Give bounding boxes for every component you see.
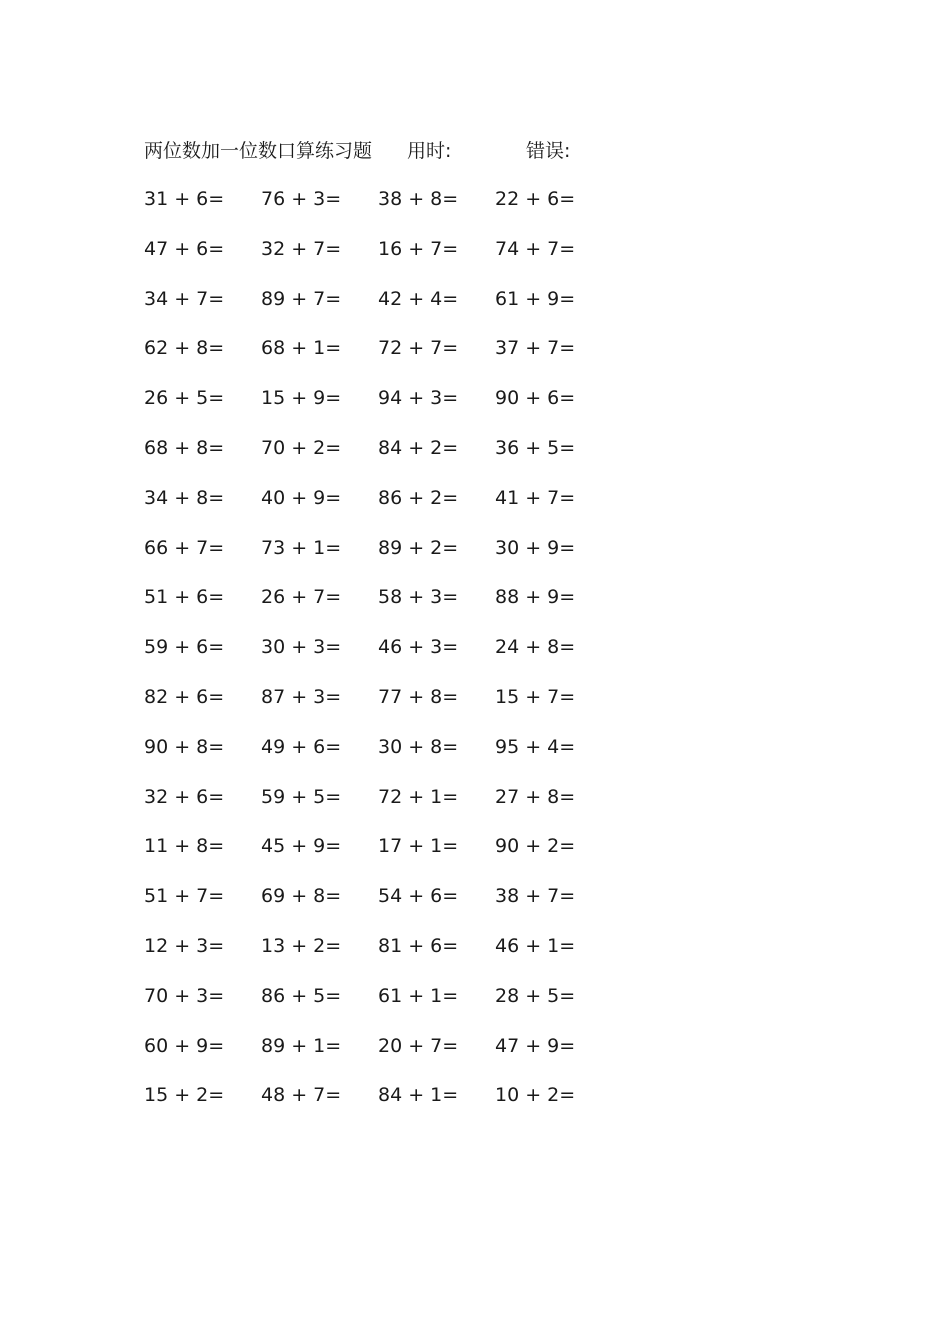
arithmetic-problem: 38 + 8= <box>378 188 459 210</box>
arithmetic-problem: 70 + 2= <box>261 436 342 459</box>
arithmetic-problem: 72 + 1= <box>378 785 459 808</box>
worksheet-header <box>144 136 644 166</box>
arithmetic-problem: 82 + 6= <box>144 685 225 708</box>
arithmetic-problem: 26 + 5= <box>144 387 225 410</box>
arithmetic-problem: 42 + 4= <box>378 287 459 310</box>
arithmetic-problem: 68 + 1= <box>261 337 342 360</box>
arithmetic-problem: 48 + 7= <box>261 1084 342 1107</box>
arithmetic-problem: 20 + 7= <box>378 1034 459 1057</box>
arithmetic-problem: 10 + 2= <box>495 1084 576 1107</box>
arithmetic-problem: 90 + 8= <box>144 735 225 758</box>
arithmetic-problem: 30 + 8= <box>378 735 459 758</box>
arithmetic-problem: 30 + 9= <box>495 536 576 559</box>
arithmetic-problem: 88 + 9= <box>495 586 576 609</box>
arithmetic-problem: 11 + 8= <box>144 835 225 858</box>
arithmetic-problem: 95 + 4= <box>495 735 576 758</box>
arithmetic-problem: 47 + 6= <box>144 237 225 260</box>
arithmetic-problem: 59 + 5= <box>261 785 342 808</box>
arithmetic-problem: 37 + 7= <box>495 337 576 360</box>
arithmetic-problem: 15 + 9= <box>261 387 342 410</box>
arithmetic-problem: 77 + 8= <box>378 685 459 708</box>
arithmetic-problem: 32 + 7= <box>261 237 342 260</box>
error-label: 错误: <box>526 140 571 162</box>
arithmetic-problem: 31 + 6= <box>144 188 225 210</box>
arithmetic-problem: 27 + 8= <box>495 785 576 808</box>
arithmetic-problem: 59 + 6= <box>144 636 225 659</box>
arithmetic-problem: 32 + 6= <box>144 785 225 808</box>
arithmetic-problem: 54 + 6= <box>378 885 459 908</box>
arithmetic-problem: 22 + 6= <box>495 188 576 210</box>
arithmetic-problem: 41 + 7= <box>495 486 576 509</box>
arithmetic-problem: 12 + 3= <box>144 934 225 957</box>
arithmetic-problem: 89 + 7= <box>261 287 342 310</box>
arithmetic-problem: 15 + 7= <box>495 685 576 708</box>
arithmetic-problem: 51 + 7= <box>144 885 225 908</box>
arithmetic-problem: 73 + 1= <box>261 536 342 559</box>
arithmetic-problem: 70 + 3= <box>144 984 225 1007</box>
arithmetic-problem: 24 + 8= <box>495 636 576 659</box>
arithmetic-problem: 49 + 6= <box>261 735 342 758</box>
arithmetic-problem: 68 + 8= <box>144 436 225 459</box>
arithmetic-problem: 58 + 3= <box>378 586 459 609</box>
arithmetic-problem: 61 + 9= <box>495 287 576 310</box>
arithmetic-problem: 26 + 7= <box>261 586 342 609</box>
arithmetic-problem: 13 + 2= <box>261 934 342 957</box>
arithmetic-problem: 90 + 6= <box>495 387 576 410</box>
arithmetic-problem: 40 + 9= <box>261 486 342 509</box>
arithmetic-problem: 51 + 6= <box>144 586 225 609</box>
arithmetic-problem: 17 + 1= <box>378 835 459 858</box>
arithmetic-problem: 89 + 2= <box>378 536 459 559</box>
arithmetic-problem: 94 + 3= <box>378 387 459 410</box>
arithmetic-problem: 66 + 7= <box>144 536 225 559</box>
arithmetic-problem: 69 + 8= <box>261 885 342 908</box>
arithmetic-problem: 34 + 7= <box>144 287 225 310</box>
arithmetic-problem: 90 + 2= <box>495 835 576 858</box>
arithmetic-problem: 62 + 8= <box>144 337 225 360</box>
arithmetic-problem: 76 + 3= <box>261 188 342 210</box>
arithmetic-problem: 84 + 1= <box>378 1084 459 1107</box>
arithmetic-problem: 46 + 1= <box>495 934 576 957</box>
arithmetic-problem: 86 + 5= <box>261 984 342 1007</box>
arithmetic-problem: 15 + 2= <box>144 1084 225 1107</box>
arithmetic-problem: 89 + 1= <box>261 1034 342 1057</box>
arithmetic-problem: 34 + 8= <box>144 486 225 509</box>
arithmetic-problem: 74 + 7= <box>495 237 576 260</box>
arithmetic-problem: 60 + 9= <box>144 1034 225 1057</box>
arithmetic-problem: 86 + 2= <box>378 486 459 509</box>
arithmetic-problem: 36 + 5= <box>495 436 576 459</box>
arithmetic-problem: 61 + 1= <box>378 984 459 1007</box>
arithmetic-problem: 45 + 9= <box>261 835 342 858</box>
arithmetic-problem: 46 + 3= <box>378 636 459 659</box>
arithmetic-problem: 72 + 7= <box>378 337 459 360</box>
arithmetic-problem: 30 + 3= <box>261 636 342 659</box>
arithmetic-problem: 81 + 6= <box>378 934 459 957</box>
time-label: 用时: <box>407 140 452 162</box>
arithmetic-problem: 16 + 7= <box>378 237 459 260</box>
arithmetic-problem: 87 + 3= <box>261 685 342 708</box>
arithmetic-problem: 28 + 5= <box>495 984 576 1007</box>
arithmetic-problem: 84 + 2= <box>378 436 459 459</box>
problem-grid <box>144 184 612 1130</box>
arithmetic-problem: 47 + 9= <box>495 1034 576 1057</box>
arithmetic-problem: 38 + 7= <box>495 885 576 908</box>
worksheet-title: 两位数加一位数口算练习题 <box>144 140 373 162</box>
